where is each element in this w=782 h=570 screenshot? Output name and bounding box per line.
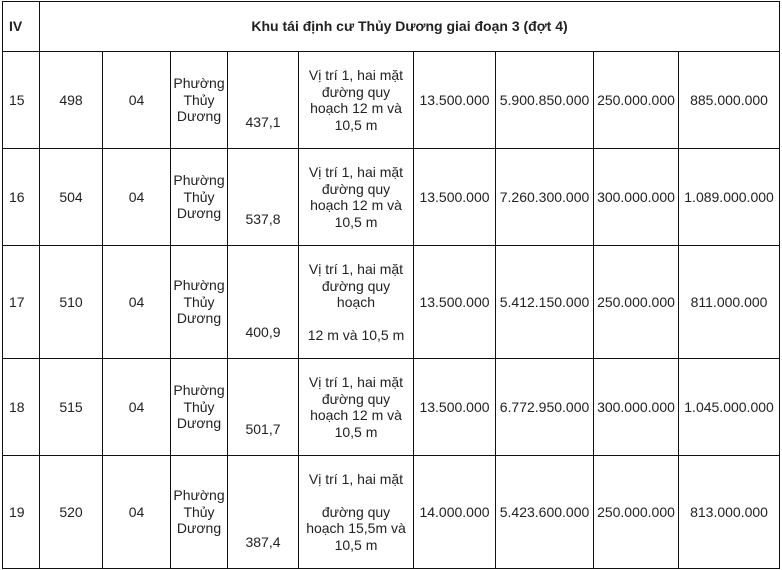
location-cell-line: 10,5 m xyxy=(334,116,378,133)
location-cell-line: đường quy xyxy=(321,503,391,520)
section-title: Khu tái định cư Thủy Dương giai đoạn 3 (đợt 4) xyxy=(40,2,780,52)
table-row xyxy=(3,246,780,359)
ward-cell-line: Phường xyxy=(173,382,225,399)
table-row xyxy=(3,52,780,149)
location-cell-line: đường quy xyxy=(321,277,391,294)
ward-cell xyxy=(171,52,228,149)
location-cell-line xyxy=(300,311,412,327)
lot-number-cell: 520 xyxy=(40,456,103,569)
map-sheet-cell: 04 xyxy=(103,52,171,149)
deposit-cell: 250.000.000 xyxy=(594,456,679,569)
ward-cell xyxy=(171,246,228,359)
location-cell-line: 12 m và 10,5 m xyxy=(307,326,405,343)
location-cell-line: Vị trí 1, hai mặt xyxy=(308,164,404,180)
price-step-cell: 885.000.000 xyxy=(679,52,780,149)
location-cell-line: 10,5 m xyxy=(334,213,378,230)
location-cell-line: hoạch 12 m và xyxy=(310,100,402,116)
ward-cell-line: Thủy xyxy=(183,188,215,205)
area-cell: 437,1 xyxy=(228,52,299,149)
unit-price-cell: 13.500.000 xyxy=(414,149,496,246)
section-header-row xyxy=(3,2,780,52)
total-price-cell: 7.260.300.000 xyxy=(496,149,594,246)
ward-cell-line: Dương xyxy=(176,108,222,125)
stt-cell: 15 xyxy=(3,52,40,149)
stt-cell: 16 xyxy=(3,149,40,246)
section-number: IV xyxy=(3,2,40,52)
area-cell: 501,7 xyxy=(228,359,299,456)
map-sheet-cell: 04 xyxy=(103,359,171,456)
location-cell-line: Vị trí 1, hai mặt xyxy=(308,67,404,83)
area-cell: 400,9 xyxy=(228,246,299,359)
deposit-cell: 300.000.000 xyxy=(594,149,679,246)
table-row xyxy=(3,149,780,246)
ward-cell xyxy=(171,359,228,456)
location-cell-line: Vị trí 1, hai mặt xyxy=(308,261,404,277)
lot-number-cell: 510 xyxy=(40,246,103,359)
ward-cell xyxy=(171,456,228,569)
ward-cell xyxy=(171,149,228,246)
map-sheet-cell: 04 xyxy=(103,149,171,246)
location-cell xyxy=(299,149,414,246)
stt-cell: 17 xyxy=(3,246,40,359)
stt-cell: 18 xyxy=(3,359,40,456)
deposit-cell: 250.000.000 xyxy=(594,52,679,149)
price-step-cell: 811.000.000 xyxy=(679,246,780,359)
total-price-cell: 5.900.850.000 xyxy=(496,52,594,149)
location-cell-line: 10,5 m xyxy=(334,536,378,553)
location-cell-line: hoạch xyxy=(336,294,376,310)
total-price-cell: 6.772.950.000 xyxy=(496,359,594,456)
location-cell-line: hoạch 15,5m và xyxy=(306,520,406,536)
ward-cell-line: Phường xyxy=(173,277,225,294)
unit-price-cell: 13.500.000 xyxy=(414,52,496,149)
lot-number-cell: 504 xyxy=(40,149,103,246)
location-cell xyxy=(299,52,414,149)
location-cell-line: 10,5 m xyxy=(334,423,378,440)
area-cell: 537,8 xyxy=(228,149,299,246)
location-cell xyxy=(299,456,414,569)
area-cell: 387,4 xyxy=(228,456,299,569)
ward-cell-line: Phường xyxy=(173,487,225,504)
ward-cell-line: Dương xyxy=(176,310,222,327)
location-cell-line: hoạch 12 m và xyxy=(310,407,402,423)
map-sheet-cell: 04 xyxy=(103,456,171,569)
ward-cell-line: Thủy xyxy=(183,293,215,310)
total-price-cell: 5.423.600.000 xyxy=(496,456,594,569)
ward-cell-line: Dương xyxy=(176,205,222,222)
location-cell-line xyxy=(300,488,412,504)
deposit-cell: 250.000.000 xyxy=(594,246,679,359)
price-step-cell: 1.045.000.000 xyxy=(679,359,780,456)
lot-number-cell: 515 xyxy=(40,359,103,456)
unit-price-cell: 13.500.000 xyxy=(414,246,496,359)
ward-cell-line: Thủy xyxy=(183,503,215,520)
ward-cell-line: Thủy xyxy=(183,398,215,415)
stt-cell: 19 xyxy=(3,456,40,569)
deposit-cell: 300.000.000 xyxy=(594,359,679,456)
location-cell-line: Vị trí 1, hai mặt xyxy=(308,374,404,390)
location-cell-line: hoạch 12 m và xyxy=(310,197,402,213)
ward-cell-line: Dương xyxy=(176,415,222,432)
lot-number-cell: 498 xyxy=(40,52,103,149)
location-cell xyxy=(299,246,414,359)
ward-cell-line: Phường xyxy=(173,172,225,189)
price-step-cell: 813.000.000 xyxy=(679,456,780,569)
price-step-cell: 1.089.000.000 xyxy=(679,149,780,246)
ward-cell-line: Dương xyxy=(176,520,222,537)
unit-price-cell: 14.000.000 xyxy=(414,456,496,569)
auction-lots-table xyxy=(2,1,780,569)
ward-cell-line: Thủy xyxy=(183,91,215,108)
location-cell xyxy=(299,359,414,456)
table-row xyxy=(3,456,780,569)
map-sheet-cell: 04 xyxy=(103,246,171,359)
location-cell-line: đường quy xyxy=(321,390,391,407)
total-price-cell: 5.412.150.000 xyxy=(496,246,594,359)
location-cell-line: đường quy xyxy=(321,180,391,197)
location-cell-line: đường quy xyxy=(321,83,391,100)
ward-cell-line: Phường xyxy=(173,75,225,92)
location-cell-line: Vị trí 1, hai mặt xyxy=(308,471,404,487)
unit-price-cell: 13.500.000 xyxy=(414,359,496,456)
table-row xyxy=(3,359,780,456)
